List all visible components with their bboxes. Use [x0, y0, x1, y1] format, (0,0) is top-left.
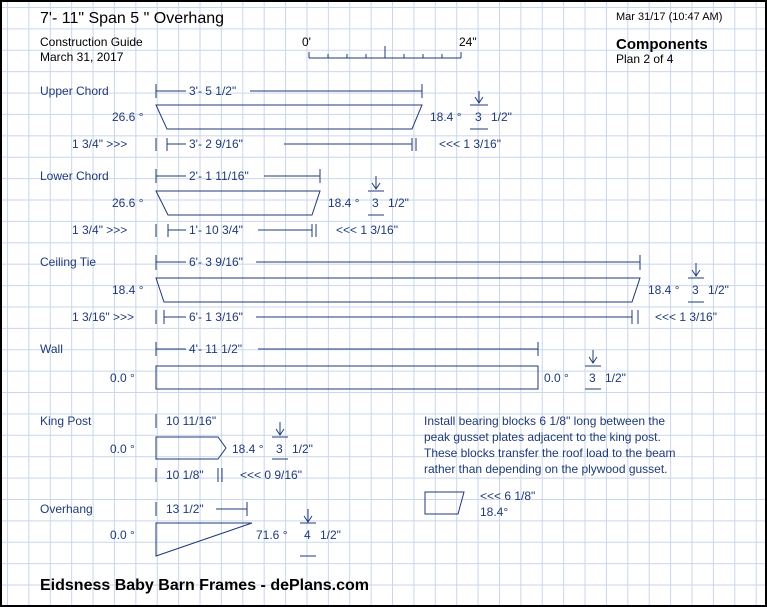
print-timestamp: Mar 31/17 (10:47 AM) — [616, 11, 723, 23]
ceiling-tie-left-angle: 18.4 ° — [112, 283, 144, 297]
lower-chord-left-angle: 26.6 ° — [112, 196, 144, 210]
wall-right-angle: 0.0 ° — [544, 371, 569, 385]
wall-label: Wall — [40, 342, 63, 356]
lower-chord-thickness-fraction: 1/2" — [388, 196, 409, 210]
note-line: These blocks transfer the roof load to the beam — [424, 446, 676, 460]
upper-chord-right-offset: <<< 1 3/16" — [439, 137, 501, 151]
ceiling-tie-right-angle: 18.4 ° — [648, 283, 680, 297]
bearing-block-angle: 18.4° — [480, 505, 509, 519]
upper-chord-bottom-length: 3'- 2 9/16" — [189, 137, 243, 151]
wall-top-length: 4'- 11 1/2" — [189, 342, 243, 356]
scale-end-label: 24" — [459, 35, 477, 49]
upper-chord-top-length: 3'- 5 1/2" — [189, 84, 237, 98]
note-line: peak gusset plates adjacent to the king post. — [424, 430, 661, 444]
bearing-block-drawing — [425, 492, 464, 514]
wall-thickness-fraction: 1/2" — [605, 371, 626, 385]
lower-chord-label: Lower Chord — [40, 169, 109, 183]
overhang-top-length: 13 1/2" — [166, 502, 204, 516]
ceiling-tie-top-length: 6'- 3 9/16" — [189, 255, 243, 269]
ceiling-tie-bottom-length: 6'- 1 3/16" — [189, 310, 243, 324]
king-post-right-angle: 18.4 ° — [232, 442, 264, 456]
upper-chord-right-angle: 18.4 ° — [430, 110, 462, 124]
overhang-left-angle: 0.0 ° — [110, 528, 135, 542]
lower-chord-left-offset: 1 3/4" >>> — [72, 223, 128, 237]
king-post-top-length: 10 11/16" — [166, 414, 217, 428]
scale-start-label: 0' — [302, 35, 311, 49]
component-drawing — [2, 2, 767, 607]
upper-chord-thickness-fraction: 1/2" — [491, 110, 512, 124]
ceiling-tie-right-offset: <<< 1 3/16" — [655, 310, 717, 324]
note-line: rather than depending on the plywood gusset. — [424, 462, 668, 476]
king-post-thickness-whole: 3 — [276, 442, 283, 456]
king-post-bottom-length: 10 1/8" — [166, 468, 204, 482]
overhang-right-angle: 71.6 ° — [256, 528, 288, 542]
wall-thickness-whole: 3 — [589, 371, 596, 385]
document-subtitle: Construction Guide — [40, 35, 143, 49]
upper-chord-left-angle: 26.6 ° — [112, 110, 144, 124]
upper-chord-thickness-whole: 3 — [475, 110, 482, 124]
lower-chord-right-angle: 18.4 ° — [328, 196, 360, 210]
ceiling-tie-thickness-fraction: 1/2" — [708, 283, 729, 297]
lower-chord-thickness-whole: 3 — [372, 196, 379, 210]
ceiling-tie-left-offset: 1 3/16" >>> — [72, 310, 134, 324]
note-line: Install bearing blocks 6 1/8" long between the — [424, 414, 666, 428]
king-post-label: King Post — [40, 414, 92, 428]
overhang-thickness-whole: 4 — [304, 528, 311, 542]
plan-title: 7'- 11" Span 5 " Overhang — [40, 10, 225, 27]
lower-chord-right-offset: <<< 1 3/16" — [336, 223, 398, 237]
ceiling-tie-label: Ceiling Tie — [40, 255, 97, 269]
wall-left-angle: 0.0 ° — [110, 371, 135, 385]
scale-bar — [309, 46, 461, 58]
upper-chord-left-offset: 1 3/4" >>> — [72, 137, 128, 151]
bearing-block-length: <<< 6 1/8" — [480, 489, 536, 503]
lower-chord-bottom-length: 1'- 10 3/4" — [189, 223, 243, 237]
overhang-label: Overhang — [40, 502, 93, 516]
document-date: March 31, 2017 — [40, 50, 124, 64]
king-post-left-angle: 0.0 ° — [110, 442, 135, 456]
section-title: Components — [616, 36, 708, 53]
lower-chord-top-length: 2'- 1 11/16" — [189, 169, 249, 183]
overhang-thickness-fraction: 1/2" — [320, 528, 341, 542]
plan-page-label: Plan 2 of 4 — [616, 52, 674, 66]
footer-credit: Eidsness Baby Barn Frames - dePlans.com — [40, 577, 370, 594]
king-post-thickness-fraction: 1/2" — [292, 442, 313, 456]
upper-chord-label: Upper Chord — [40, 84, 109, 98]
king-post-right-offset: <<< 0 9/16" — [240, 468, 302, 482]
ceiling-tie-thickness-whole: 3 — [692, 283, 699, 297]
